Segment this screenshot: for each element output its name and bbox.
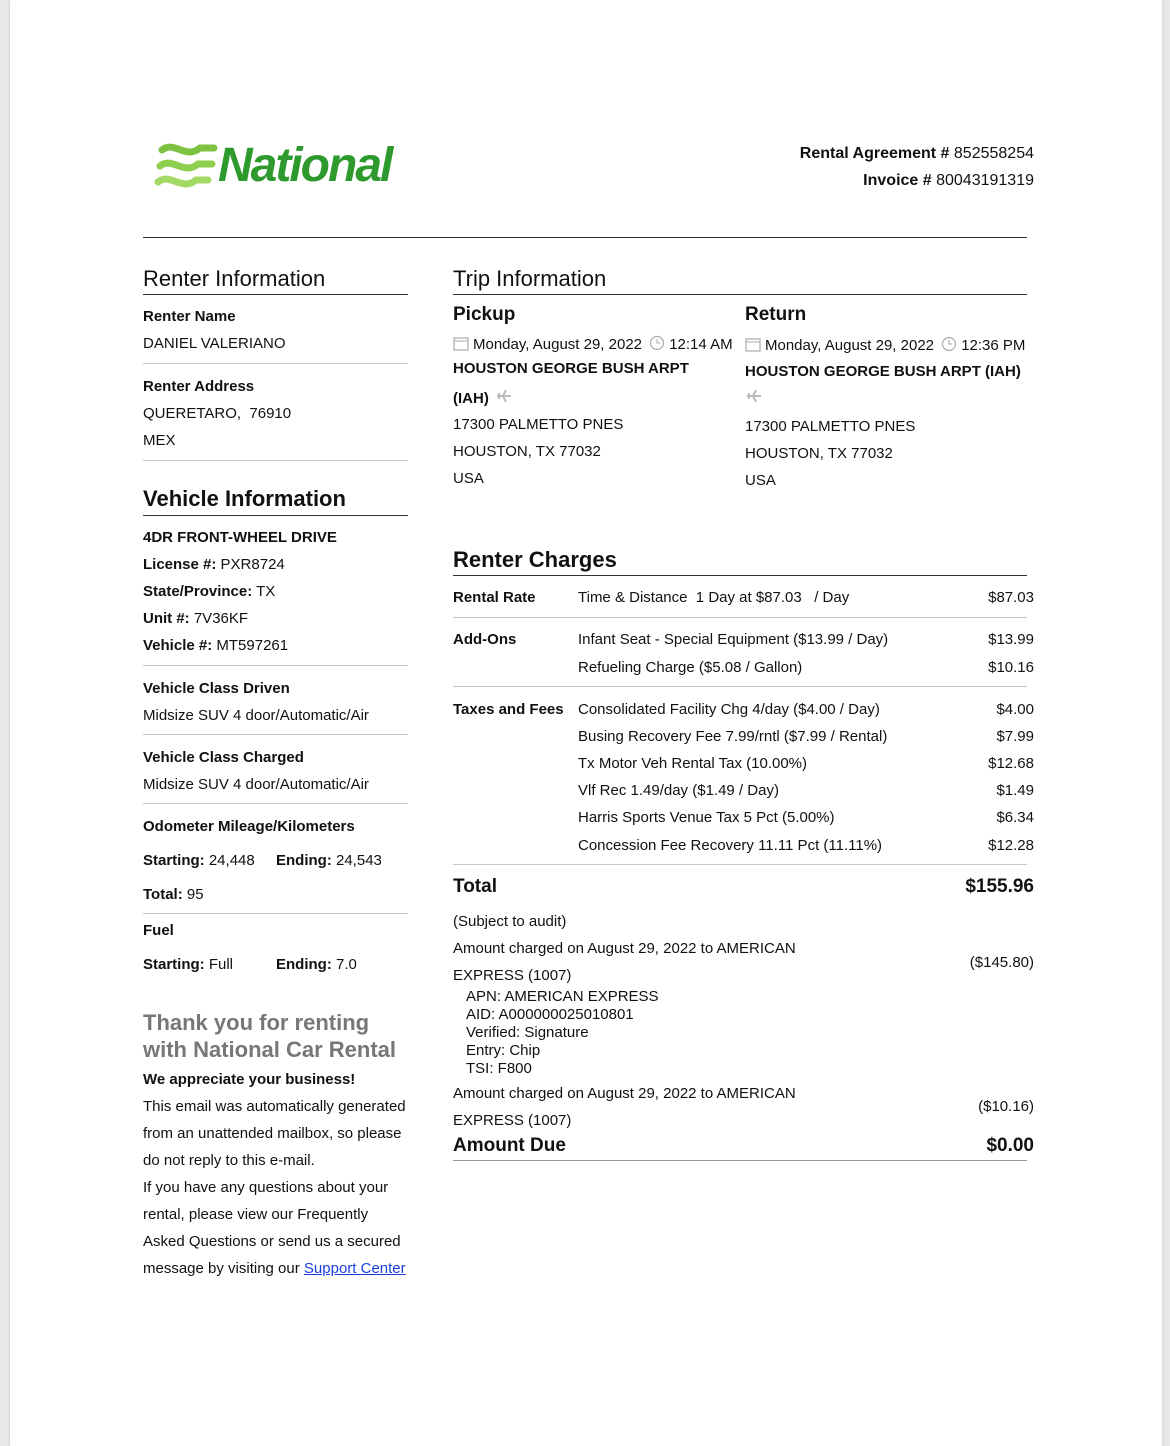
pickup-street: 17300 PALMETTO PNES	[453, 416, 624, 433]
payment1-amount: ($145.80)	[969, 954, 1034, 971]
invoice-number: 80043191319	[936, 172, 1034, 189]
odometer-total-row	[143, 886, 204, 903]
renter-charges-title: Renter Charges	[453, 547, 617, 572]
support-center-link[interactable]: Support Center	[303, 1260, 406, 1277]
tax-amount: $7.99	[996, 728, 1034, 745]
fuel-start-row	[143, 956, 233, 973]
return-date: Monday, August 29, 2022	[765, 337, 935, 354]
unit-row	[143, 610, 248, 627]
agreement-label: Rental Agreement #	[799, 145, 950, 162]
pickup-title: Pickup	[453, 304, 516, 325]
license-row	[143, 556, 285, 573]
divider	[453, 864, 1027, 865]
apn: APN: AMERICAN EXPRESS	[466, 988, 659, 1005]
divider	[143, 460, 408, 461]
fuel-end-label: Ending:	[276, 956, 332, 973]
addon-amount: $10.16	[988, 659, 1034, 676]
divider	[143, 913, 408, 914]
pickup-city: HOUSTON, TX 77032	[453, 443, 601, 460]
return-title: Return	[745, 304, 807, 325]
pickup-country: USA	[453, 470, 484, 487]
addon-desc: Infant Seat - Special Equipment ($13.99 / Day)	[578, 631, 889, 648]
wave-logo-icon	[154, 136, 224, 196]
class-driven-value: Midsize SUV 4 door/Automatic/Air	[143, 707, 369, 724]
odometer-total-label: Total:	[143, 886, 183, 903]
clock-icon	[649, 335, 665, 351]
odometer-label: Odometer Mileage/Kilometers	[143, 818, 355, 835]
return-street: 17300 PALMETTO PNES	[745, 418, 916, 435]
divider	[143, 665, 408, 666]
state-label: State/Province:	[143, 583, 253, 600]
airport-icon	[495, 388, 513, 404]
tax-amount: $12.28	[988, 837, 1034, 854]
divider	[453, 686, 1027, 687]
return-country: USA	[745, 472, 776, 489]
payment2-line2: EXPRESS (1007)	[453, 1112, 572, 1129]
tax-desc: Tx Motor Veh Rental Tax (10.00%)	[578, 755, 807, 772]
payment1-line1: Amount charged on August 29, 2022 to AMERICAN	[453, 940, 796, 957]
odometer-end-row	[276, 852, 382, 869]
license-value: PXR8724	[220, 556, 285, 573]
divider	[143, 734, 408, 735]
pickup-location-line2: (IAH)	[453, 390, 489, 407]
brand-name: National	[218, 139, 392, 192]
odometer-total-value: 95	[186, 886, 204, 903]
amount-due-label: Amount Due	[453, 1135, 566, 1156]
total-label: Total	[453, 876, 497, 897]
odometer-end-value: 24,543	[336, 852, 382, 869]
divider	[143, 363, 408, 364]
rental-rate-label: Rental Rate	[453, 589, 536, 606]
taxes-label: Taxes and Fees	[453, 701, 564, 718]
addons-label: Add-Ons	[453, 631, 517, 648]
clock-icon	[941, 336, 957, 352]
thank-you-line1: Thank you for renting	[143, 1010, 370, 1035]
divider	[453, 617, 1027, 618]
pickup-location-line1: HOUSTON GEORGE BUSH ARPT	[453, 360, 689, 377]
renter-info-rule	[143, 294, 408, 295]
license-label: License #:	[143, 556, 217, 573]
fuel-start-label: Starting:	[143, 956, 205, 973]
total-amount: $155.96	[965, 876, 1034, 897]
state-row	[143, 583, 275, 600]
odometer-start-label: Starting:	[143, 852, 205, 869]
tax-amount: $6.34	[996, 809, 1034, 826]
payment2-amount: ($10.16)	[978, 1098, 1034, 1115]
tax-desc: Consolidated Facility Chg 4/day ($4.00 / Day)	[578, 701, 880, 718]
trip-info-rule	[453, 294, 1027, 295]
return-time: 12:36 PM	[961, 337, 1026, 354]
tsi: TSI: F800	[466, 1060, 532, 1077]
tax-desc: Vlf Rec 1.49/day ($1.49 / Day)	[578, 782, 779, 799]
thank-you-line2: with National Car Rental	[143, 1037, 397, 1062]
pickup-location-line2-row	[453, 388, 513, 407]
renter-address-line1: QUERETARO, 76910	[143, 405, 292, 422]
fuel-label: Fuel	[143, 922, 174, 939]
appreciate-text: We appreciate your business!	[143, 1071, 356, 1088]
odometer-start-value: 24,448	[208, 852, 255, 869]
renter-name: DANIEL VALERIANO	[143, 335, 286, 352]
vehicle-number-row	[143, 637, 288, 654]
amount-due: $0.00	[986, 1135, 1034, 1156]
return-location-line1: HOUSTON GEORGE BUSH ARPT (IAH)	[745, 363, 1021, 380]
unit-label: Unit #:	[143, 610, 190, 627]
renter-charges-rule	[453, 575, 1027, 576]
calendar-icon	[453, 336, 469, 351]
class-charged-value: Midsize SUV 4 door/Automatic/Air	[143, 776, 369, 793]
thank-you-heading	[143, 1009, 396, 1063]
unit-value: 7V36KF	[193, 610, 249, 627]
fuel-start-value: Full	[208, 956, 234, 973]
tax-desc: Concession Fee Recovery 11.11 Pct (11.11%)	[578, 837, 883, 854]
amount-due-rule	[453, 1160, 1027, 1161]
renter-info-title: Renter Information	[143, 266, 326, 291]
odometer-start-row	[143, 852, 255, 869]
rental-rate-desc: Time & Distance 1 Day at $87.03 / Day	[578, 589, 850, 606]
tax-amount: $1.49	[996, 782, 1034, 799]
agreement-number: 852558254	[953, 145, 1034, 162]
pickup-time: 12:14 AM	[669, 336, 733, 353]
return-datetime	[745, 336, 1025, 354]
national-logo	[140, 130, 420, 200]
vehicle-info-rule	[143, 515, 408, 516]
verified: Verified: Signature	[466, 1024, 589, 1041]
renter-address-line2: MEX	[143, 432, 176, 449]
pickup-datetime	[453, 335, 733, 353]
tax-amount: $12.68	[988, 755, 1034, 772]
renter-address-label: Renter Address	[143, 378, 255, 395]
rental-rate-amount: $87.03	[988, 589, 1034, 606]
class-driven-label: Vehicle Class Driven	[143, 680, 290, 697]
payment2-line1: Amount charged on August 29, 2022 to AMERICAN	[453, 1085, 796, 1102]
addon-amount: $13.99	[988, 631, 1034, 648]
airport-icon	[745, 388, 763, 404]
trip-info-title: Trip Information	[453, 266, 607, 291]
return-airport-icon-wrap	[745, 388, 763, 409]
divider	[143, 803, 408, 804]
class-charged-label: Vehicle Class Charged	[143, 749, 304, 766]
agreement-info	[800, 140, 1034, 194]
fuel-end-value: 7.0	[336, 956, 357, 973]
questions-text: If you have any questions about your rental, please view our Frequently Asked Questions or send us a secured message by visiting our	[143, 1179, 401, 1277]
pickup-date: Monday, August 29, 2022	[473, 336, 643, 353]
vehicle-number-value: MT597261	[216, 637, 289, 654]
renter-name-label: Renter Name	[143, 308, 236, 325]
invoice-label: Invoice #	[863, 172, 932, 189]
fuel-end-row	[276, 956, 357, 973]
return-city: HOUSTON, TX 77032	[745, 445, 893, 462]
auto-email-note: This email was automatically generated from an unattended mailbox, so please do not reply to this e-mail.	[143, 1098, 406, 1169]
vehicle-info-title: Vehicle Information	[143, 486, 346, 511]
state-value: TX	[256, 583, 276, 600]
entry: Entry: Chip	[466, 1042, 541, 1059]
vehicle-description: 4DR FRONT-WHEEL DRIVE	[143, 529, 337, 546]
calendar-icon	[745, 337, 761, 352]
audit-note: (Subject to audit)	[453, 913, 567, 930]
odometer-end-label: Ending:	[276, 852, 332, 869]
questions-note	[143, 1174, 413, 1282]
tax-amount: $4.00	[996, 701, 1034, 718]
addon-desc: Refueling Charge ($5.08 / Gallon)	[578, 659, 803, 676]
aid: AID: A000000025010801	[466, 1006, 634, 1023]
header-divider	[143, 237, 1027, 238]
payment1-line2: EXPRESS (1007)	[453, 967, 572, 984]
vehicle-number-label: Vehicle #:	[143, 637, 213, 654]
tax-desc: Busing Recovery Fee 7.99/rntl ($7.99 / Rental)	[578, 728, 888, 745]
tax-desc: Harris Sports Venue Tax 5 Pct (5.00%)	[578, 809, 835, 826]
